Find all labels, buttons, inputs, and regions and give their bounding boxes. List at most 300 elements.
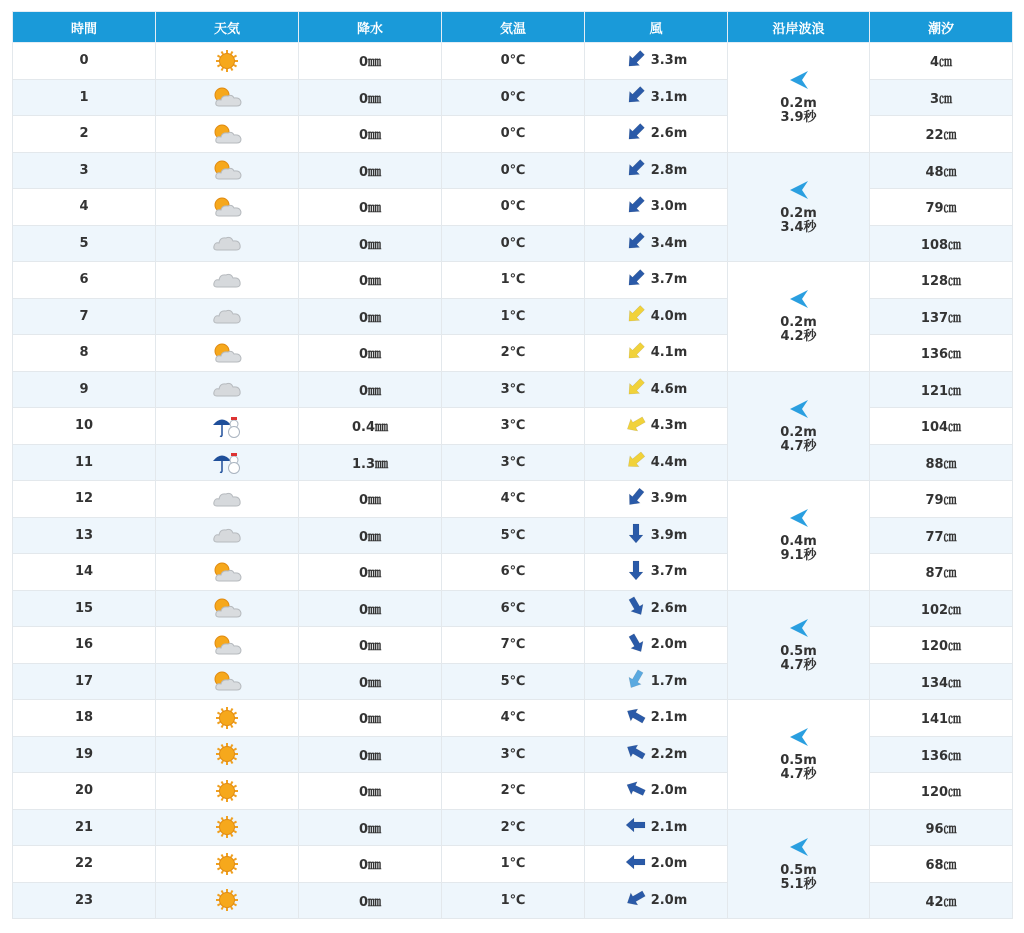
umbrella-snowman-icon [210, 455, 244, 470]
precip-cell [299, 627, 442, 664]
wave-cell [728, 481, 870, 591]
weather-cell [156, 554, 299, 591]
precip-cell [299, 481, 442, 518]
wave-cell [728, 590, 870, 700]
temp-value: 0℃ [500, 235, 526, 251]
wave-cell [728, 152, 870, 262]
hour-cell [13, 627, 156, 664]
weather-cell [156, 335, 299, 372]
tide-cell [870, 225, 1013, 262]
wave-period: 3.4秒 [780, 219, 817, 235]
wind-value: 2.0m [650, 637, 688, 653]
tide-value: 79㎝ [925, 201, 957, 217]
precip-value: 0㎜ [358, 128, 382, 144]
hour-value: 12 [74, 491, 94, 507]
cloud-icon [210, 272, 244, 287]
wind-value: 3.1m [650, 89, 688, 105]
precip-cell [299, 517, 442, 554]
wind-value: 2.6m [650, 126, 688, 142]
cloud-icon [210, 382, 244, 397]
table-row [13, 481, 1013, 518]
wave-period: 4.7秒 [780, 438, 817, 454]
precip-value: 0㎜ [358, 55, 382, 71]
wind-value: 2.0m [650, 892, 688, 908]
wind-value: 3.7m [650, 272, 688, 288]
weather-cell [156, 627, 299, 664]
wind-arrow-icon [625, 814, 647, 840]
precip-cell [299, 262, 442, 299]
temp-value: 0℃ [500, 199, 526, 215]
precip-value: 0㎜ [358, 383, 382, 399]
wave-period: 9.1秒 [780, 548, 817, 564]
temp-value: 3℃ [500, 381, 526, 397]
tide-cell [870, 554, 1013, 591]
sun-cloud-icon [210, 601, 244, 616]
wind-cell [585, 627, 728, 664]
temp-value: 7℃ [500, 637, 526, 653]
precip-value: 0㎜ [358, 821, 382, 837]
hour-value: 7 [79, 308, 89, 324]
weather-cell [156, 371, 299, 408]
weather-cell [156, 809, 299, 846]
wind-cell [585, 517, 728, 554]
header-weather: 天気 [156, 12, 299, 43]
wind-value: 2.8m [650, 162, 688, 178]
wind-arrow-icon [625, 376, 647, 402]
wind-arrow-icon [625, 595, 647, 621]
sunny-icon [210, 783, 244, 798]
wave-arrow-icon [786, 836, 812, 864]
table-row [13, 590, 1013, 627]
wind-cell [585, 846, 728, 883]
header-hour: 時間 [13, 12, 156, 43]
temp-cell [442, 116, 585, 153]
wind-cell [585, 189, 728, 226]
cloud-icon [210, 236, 244, 251]
hour-cell [13, 736, 156, 773]
temp-value: 1℃ [500, 892, 526, 908]
wind-arrow-icon [625, 741, 647, 767]
cloud-icon [210, 528, 244, 543]
wind-cell [585, 43, 728, 80]
wave-cell [728, 262, 870, 372]
hour-cell [13, 517, 156, 554]
tide-value: 68㎝ [925, 858, 957, 874]
hour-cell [13, 554, 156, 591]
wave-height: 0.2m [780, 424, 817, 440]
wind-value: 2.6m [650, 600, 688, 616]
hour-value: 15 [74, 600, 94, 616]
temp-cell [442, 736, 585, 773]
temp-value: 3℃ [500, 418, 526, 434]
tide-value: 42㎝ [925, 894, 957, 910]
tide-value: 141㎝ [920, 712, 962, 728]
tide-value: 96㎝ [925, 821, 957, 837]
hour-value: 3 [79, 162, 89, 178]
precip-value: 0㎜ [358, 493, 382, 509]
sun-cloud-icon [210, 90, 244, 105]
precip-cell [299, 116, 442, 153]
wind-value: 2.1m [650, 819, 688, 835]
tide-cell [870, 371, 1013, 408]
hour-value: 1 [79, 89, 89, 105]
wind-value: 3.9m [650, 491, 688, 507]
hour-value: 0 [79, 53, 89, 69]
temp-cell [442, 225, 585, 262]
tide-cell [870, 846, 1013, 883]
tide-cell [870, 444, 1013, 481]
temp-cell [442, 809, 585, 846]
temp-value: 2℃ [500, 345, 526, 361]
temp-value: 1℃ [500, 856, 526, 872]
precip-value: 0㎜ [358, 894, 382, 910]
hour-value: 4 [79, 199, 89, 215]
temp-value: 0℃ [500, 53, 526, 69]
wind-value: 3.9m [650, 527, 688, 543]
wind-value: 3.3m [650, 53, 688, 69]
tide-cell [870, 262, 1013, 299]
precip-value: 0㎜ [358, 748, 382, 764]
hour-value: 14 [74, 564, 94, 580]
weather-cell [156, 590, 299, 627]
wind-value: 3.4m [650, 235, 688, 251]
tide-cell [870, 335, 1013, 372]
weather-cell [156, 116, 299, 153]
tide-cell [870, 882, 1013, 919]
wind-cell [585, 262, 728, 299]
hour-value: 5 [79, 235, 89, 251]
precip-value: 0㎜ [358, 858, 382, 874]
weather-cell [156, 663, 299, 700]
hour-cell [13, 444, 156, 481]
forecast-table-container [12, 11, 1012, 919]
temp-cell [442, 882, 585, 919]
hour-cell [13, 335, 156, 372]
wind-value: 1.7m [650, 673, 688, 689]
precip-cell [299, 554, 442, 591]
precip-cell [299, 444, 442, 481]
wave-period: 4.7秒 [780, 767, 817, 783]
wave-arrow-icon [786, 398, 812, 426]
sun-cloud-icon [210, 199, 244, 214]
header-wave: 沿岸波浪 [728, 12, 870, 43]
wind-cell [585, 736, 728, 773]
tide-value: 121㎝ [920, 383, 962, 399]
wind-arrow-icon [625, 705, 647, 731]
hour-cell [13, 663, 156, 700]
precip-cell [299, 773, 442, 810]
header-row [13, 12, 1013, 43]
weather-cell [156, 43, 299, 80]
wind-value: 3.7m [650, 564, 688, 580]
precip-cell [299, 408, 442, 445]
tide-value: 134㎝ [920, 675, 962, 691]
table-row [13, 809, 1013, 846]
weather-cell [156, 225, 299, 262]
hour-cell [13, 481, 156, 518]
precip-value: 0㎜ [358, 91, 382, 107]
table-row [13, 152, 1013, 189]
temp-value: 5℃ [500, 673, 526, 689]
wind-cell [585, 773, 728, 810]
wind-arrow-icon [625, 267, 647, 293]
temp-value: 0℃ [500, 89, 526, 105]
temp-cell [442, 298, 585, 335]
temp-value: 3℃ [500, 454, 526, 470]
hour-value: 16 [74, 637, 94, 653]
wind-arrow-icon [625, 778, 647, 804]
tide-value: 4㎝ [929, 55, 953, 71]
wind-arrow-icon [625, 522, 647, 548]
precip-cell [299, 189, 442, 226]
weather-cell [156, 262, 299, 299]
wave-height: 0.5m [780, 862, 817, 878]
wave-height: 0.2m [780, 315, 817, 331]
temp-cell [442, 627, 585, 664]
tide-value: 48㎝ [925, 164, 957, 180]
hour-value: 11 [74, 454, 94, 470]
wave-arrow-icon [786, 617, 812, 645]
tide-cell [870, 517, 1013, 554]
temp-cell [442, 152, 585, 189]
weather-cell [156, 189, 299, 226]
tide-cell [870, 700, 1013, 737]
umbrella-snowman-icon [210, 418, 244, 433]
wind-value: 2.0m [650, 856, 688, 872]
tide-value: 104㎝ [920, 420, 962, 436]
precip-value: 0㎜ [358, 566, 382, 582]
sun-cloud-icon [210, 637, 244, 652]
tide-value: 137㎝ [920, 310, 962, 326]
hour-cell [13, 43, 156, 80]
sunny-icon [210, 710, 244, 725]
wind-cell [585, 444, 728, 481]
temp-value: 0℃ [500, 162, 526, 178]
weather-cell [156, 846, 299, 883]
wind-cell [585, 225, 728, 262]
hour-value: 8 [79, 345, 89, 361]
wind-value: 4.3m [650, 418, 688, 434]
hour-cell [13, 408, 156, 445]
temp-value: 1℃ [500, 272, 526, 288]
hour-value: 17 [74, 673, 94, 689]
weather-cell [156, 700, 299, 737]
precip-cell [299, 298, 442, 335]
hour-cell [13, 700, 156, 737]
wave-period: 5.1秒 [780, 876, 817, 892]
tide-cell [870, 663, 1013, 700]
sun-cloud-icon [210, 674, 244, 689]
wave-arrow-icon [786, 179, 812, 207]
precip-cell [299, 736, 442, 773]
wind-cell [585, 79, 728, 116]
wave-period: 3.9秒 [780, 110, 817, 126]
precip-cell [299, 152, 442, 189]
wind-cell [585, 554, 728, 591]
sunny-icon [210, 820, 244, 835]
wave-arrow-icon [786, 726, 812, 754]
table-row [13, 262, 1013, 299]
wind-arrow-icon [625, 340, 647, 366]
wave-height: 0.5m [780, 753, 817, 769]
temp-cell [442, 444, 585, 481]
wind-cell [585, 298, 728, 335]
table-row [13, 43, 1013, 80]
temp-cell [442, 189, 585, 226]
wind-cell [585, 882, 728, 919]
tide-value: 102㎝ [920, 602, 962, 618]
precip-value: 0㎜ [358, 274, 382, 290]
tide-cell [870, 773, 1013, 810]
hour-cell [13, 809, 156, 846]
wave-height: 0.5m [780, 643, 817, 659]
wind-arrow-icon [625, 449, 647, 475]
precip-value: 1.3㎜ [351, 456, 389, 472]
hour-value: 13 [74, 527, 94, 543]
hour-cell [13, 116, 156, 153]
precip-value: 0㎜ [358, 785, 382, 801]
wind-cell [585, 152, 728, 189]
wave-period: 4.7秒 [780, 657, 817, 673]
sun-cloud-icon [210, 163, 244, 178]
wind-arrow-icon [625, 157, 647, 183]
wind-value: 4.4m [650, 454, 688, 470]
wind-cell [585, 809, 728, 846]
precip-value: 0㎜ [358, 237, 382, 253]
wind-arrow-icon [625, 194, 647, 220]
precip-value: 0㎜ [358, 164, 382, 180]
weather-cell [156, 444, 299, 481]
tide-value: 108㎝ [920, 237, 962, 253]
wave-arrow-icon [786, 69, 812, 97]
header-temp: 気温 [442, 12, 585, 43]
temp-cell [442, 79, 585, 116]
hour-value: 22 [74, 856, 94, 872]
precip-cell [299, 43, 442, 80]
hour-cell [13, 882, 156, 919]
wind-arrow-icon [625, 668, 647, 694]
tide-cell [870, 809, 1013, 846]
wind-arrow-icon [625, 887, 647, 913]
wind-value: 4.1m [650, 345, 688, 361]
precip-value: 0㎜ [358, 602, 382, 618]
wind-value: 2.2m [650, 746, 688, 762]
tide-cell [870, 116, 1013, 153]
hour-cell [13, 189, 156, 226]
tide-value: 128㎝ [920, 274, 962, 290]
wave-cell [728, 809, 870, 919]
tide-value: 87㎝ [925, 566, 957, 582]
precip-value: 0㎜ [358, 712, 382, 728]
tide-value: 79㎝ [925, 493, 957, 509]
temp-cell [442, 590, 585, 627]
temp-value: 4℃ [500, 710, 526, 726]
wave-cell [728, 700, 870, 810]
weather-cell [156, 736, 299, 773]
tide-cell [870, 627, 1013, 664]
wind-arrow-icon [625, 851, 647, 877]
sunny-icon [210, 53, 244, 68]
weather-cell [156, 408, 299, 445]
tide-value: 136㎝ [920, 748, 962, 764]
forecast-table [12, 11, 1013, 919]
hour-value: 6 [79, 272, 89, 288]
hour-value: 9 [79, 381, 89, 397]
wind-arrow-icon [625, 303, 647, 329]
precip-cell [299, 809, 442, 846]
temp-cell [442, 408, 585, 445]
wave-cell [728, 371, 870, 481]
wind-cell [585, 335, 728, 372]
wind-value: 3.0m [650, 199, 688, 215]
temp-cell [442, 481, 585, 518]
tide-cell [870, 79, 1013, 116]
weather-cell [156, 79, 299, 116]
temp-cell [442, 517, 585, 554]
precip-cell [299, 371, 442, 408]
wave-height: 0.2m [780, 205, 817, 221]
precip-cell [299, 700, 442, 737]
wind-cell [585, 116, 728, 153]
tide-value: 88㎝ [925, 456, 957, 472]
wave-arrow-icon [786, 288, 812, 316]
temp-value: 3℃ [500, 746, 526, 762]
temp-cell [442, 43, 585, 80]
temp-cell [442, 846, 585, 883]
temp-cell [442, 700, 585, 737]
header-wind: 風 [585, 12, 728, 43]
tide-value: 120㎝ [920, 639, 962, 655]
temp-cell [442, 335, 585, 372]
hour-cell [13, 298, 156, 335]
temp-value: 1℃ [500, 308, 526, 324]
hour-value: 18 [74, 710, 94, 726]
precip-cell [299, 590, 442, 627]
hour-value: 20 [74, 783, 94, 799]
cloud-icon [210, 309, 244, 324]
precip-value: 0㎜ [358, 639, 382, 655]
precip-cell [299, 79, 442, 116]
wind-cell [585, 408, 728, 445]
hour-value: 19 [74, 746, 94, 762]
tide-cell [870, 43, 1013, 80]
tide-value: 22㎝ [925, 128, 957, 144]
sun-cloud-icon [210, 126, 244, 141]
temp-value: 0℃ [500, 126, 526, 142]
wind-arrow-icon [625, 121, 647, 147]
wind-arrow-icon [625, 632, 647, 658]
tide-cell [870, 152, 1013, 189]
wind-arrow-icon [625, 230, 647, 256]
weather-cell [156, 481, 299, 518]
wind-value: 2.1m [650, 710, 688, 726]
hour-cell [13, 773, 156, 810]
tide-cell [870, 590, 1013, 627]
sun-cloud-icon [210, 345, 244, 360]
precip-value: 0㎜ [358, 201, 382, 217]
precip-value: 0㎜ [358, 310, 382, 326]
wind-value: 4.6m [650, 381, 688, 397]
wave-period: 4.2秒 [780, 329, 817, 345]
precip-cell [299, 225, 442, 262]
sunny-icon [210, 856, 244, 871]
precip-value: 0㎜ [358, 347, 382, 363]
precip-cell [299, 335, 442, 372]
hour-value: 21 [74, 819, 94, 835]
wind-value: 2.0m [650, 783, 688, 799]
temp-cell [442, 773, 585, 810]
hour-cell [13, 371, 156, 408]
